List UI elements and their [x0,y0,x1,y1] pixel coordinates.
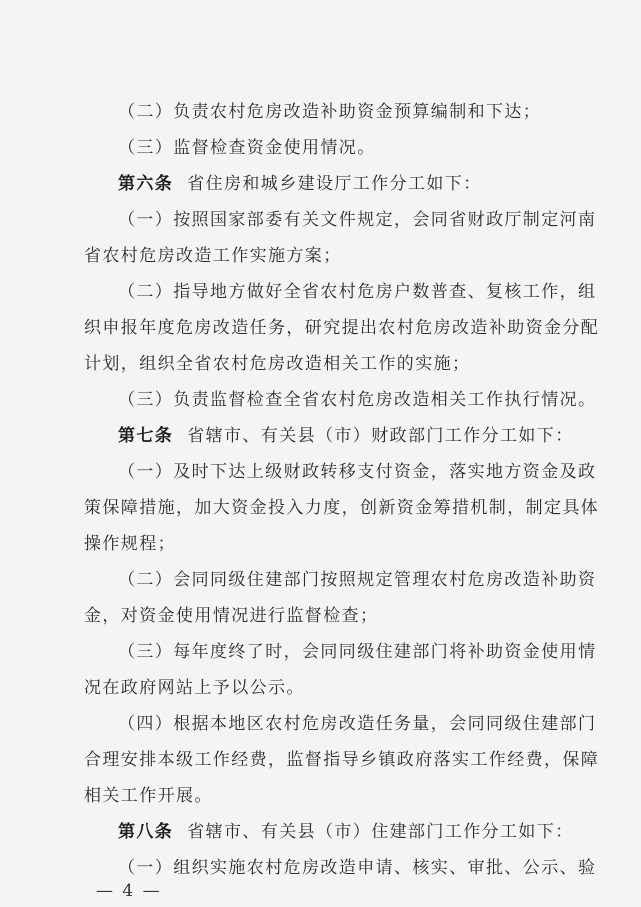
text-line: （一）按照国家部委有关文件规定，会同省财政厅制定河南 [118,210,597,230]
text-line: （二）指导地方做好全省农村危房户数普查、复核工作，组 [118,282,597,302]
text-line: （二）负责农村危房改造补助资金预算编制和下达； [118,102,542,122]
text-line: 金，对资金使用情况进行监督检查； [84,606,379,626]
article-heading [118,821,574,843]
article-heading [118,425,574,447]
article-label: 第七条 [118,426,174,446]
text-line: 况在政府网站上予以公示。 [84,678,305,698]
article-label: 第六条 [118,174,174,194]
text-line: 策保障措施，加大资金投入力度，创新资金筹措机制，制定具体 [84,498,600,518]
text-line: 计划，组织全省农村危房改造相关工作的实施； [84,354,471,374]
text-line: （一）组织实施农村危房改造申请、核实、审批、公示、验 [118,858,597,878]
article-text: 省辖市、有关县（市）财政部门工作分工如下： [187,426,574,446]
text-line: （三）监督检查资金使用情况。 [118,138,376,158]
article-heading [118,173,482,195]
text-line: 织申报年度危房改造任务，研究提出农村危房改造补助资金分配 [84,318,600,338]
article-text: 省住房和城乡建设厅工作分工如下： [187,174,482,194]
article-label: 第八条 [118,822,174,842]
text-line: （二）会同同级住建部门按照规定管理农村危房改造补助资 [118,570,597,590]
text-line: （三）负责监督检查全省农村危房改造相关工作执行情况。 [118,390,597,410]
text-line: 操作规程； [84,534,176,554]
text-line: 省农村危房改造工作实施方案； [84,246,342,266]
text-line: 合理安排本级工作经费，监督指导乡镇政府落实工作经费，保障 [84,750,600,770]
text-line: 相关工作开展。 [84,786,213,806]
article-text: 省辖市、有关县（市）住建部门工作分工如下： [187,822,574,842]
page-number: — 4 — [96,881,162,901]
text-line: （四）根据本地区农村危房改造任务量，会同同级住建部门 [118,714,597,734]
text-line: （一）及时下达上级财政转移支付资金，落实地方资金及政 [118,462,597,482]
text-line: （三）每年度终了时，会同同级住建部门将补助资金使用情 [118,642,597,662]
